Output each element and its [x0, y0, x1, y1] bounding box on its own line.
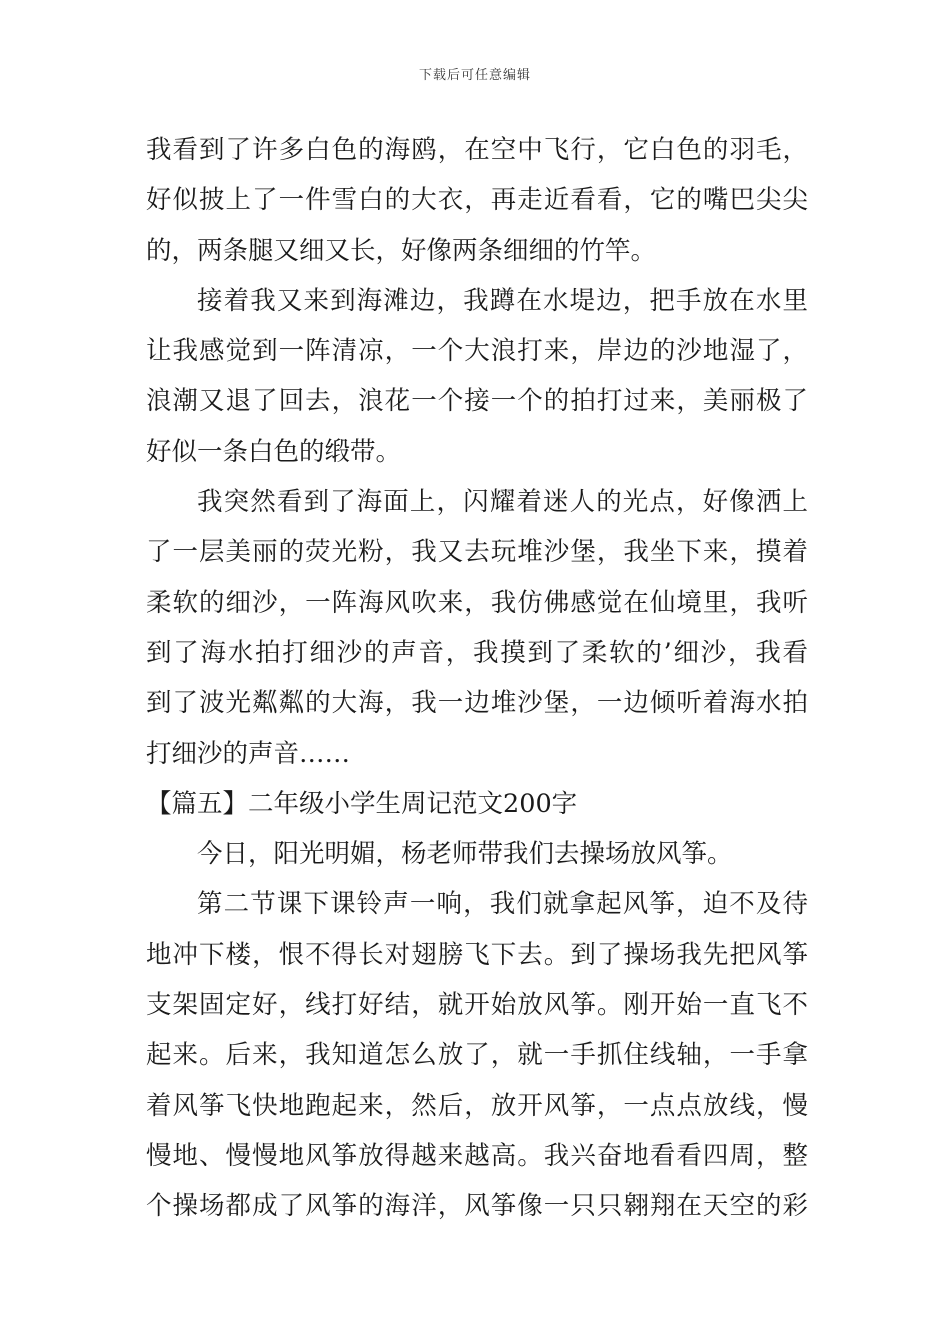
text-line: 到了海水拍打细沙的声音，我摸到了柔软的’细沙，我看 [146, 637, 808, 668]
text-line: 好似披上了一件雪白的大衣，再走近看看，它的嘴巴尖尖 [146, 185, 808, 216]
text-line: 个操场都成了风筝的海洋，风筝像一只只翱翔在天空的彩 [146, 1191, 808, 1222]
text-line: 的，两条腿又细又长，好像两条细细的竹竿。 [146, 235, 657, 266]
text-line: 第二节课下课铃声一响，我们就拿起风筝，迫不及待 [197, 889, 808, 920]
section-heading: 【篇五】二年级小学生周记范文200字 [146, 788, 578, 819]
text-line: 到了波光粼粼的大海，我一边堆沙堡，一边倾听着海水拍 [146, 688, 808, 719]
text-line: 我突然看到了海面上，闪耀着迷人的光点，好像洒上 [197, 487, 808, 518]
text-line: 接着我又来到海滩边，我蹲在水堤边，把手放在水里 [197, 285, 808, 316]
text-line: 今日，阳光明媚，杨老师带我们去操场放风筝。 [197, 839, 733, 870]
text-line: 柔软的细沙，一阵海风吹来，我仿佛感觉在仙境里，我听 [146, 587, 808, 618]
text-line: 打细沙的声音…… [146, 738, 351, 769]
document-body [146, 125, 808, 1232]
page-header: 下载后可任意编辑 [418, 68, 531, 83]
text-line: 我看到了许多白色的海鸥，在空中飞行，它白色的羽毛， [146, 135, 808, 165]
text-line: 浪潮又退了回去，浪花一个接一个的拍打过来，美丽极了 [146, 386, 808, 417]
text-line: 起来。后来，我知道怎么放了，就一手抓住线轴，一手拿 [146, 1040, 808, 1071]
text-line: 地冲下楼，恨不得长对翅膀飞下去。到了操场我先把风筝 [146, 939, 808, 970]
text-line: 好似一条白色的缎带。 [146, 436, 402, 467]
text-line: 了一层美丽的荧光粉，我又去玩堆沙堡，我坐下来，摸着 [146, 537, 808, 568]
text-line: 慢地、慢慢地风筝放得越来越高。我兴奋地看看四周，整 [146, 1140, 808, 1171]
text-line: 支架固定好，线打好结，就开始放风筝。刚开始一直飞不 [146, 990, 808, 1021]
text-line: 着风筝飞快地跑起来，然后，放开风筝，一点点放线，慢 [146, 1090, 808, 1121]
text-line: 让我感觉到一阵清凉，一个大浪打来，岸边的沙地湿了， [146, 336, 808, 367]
